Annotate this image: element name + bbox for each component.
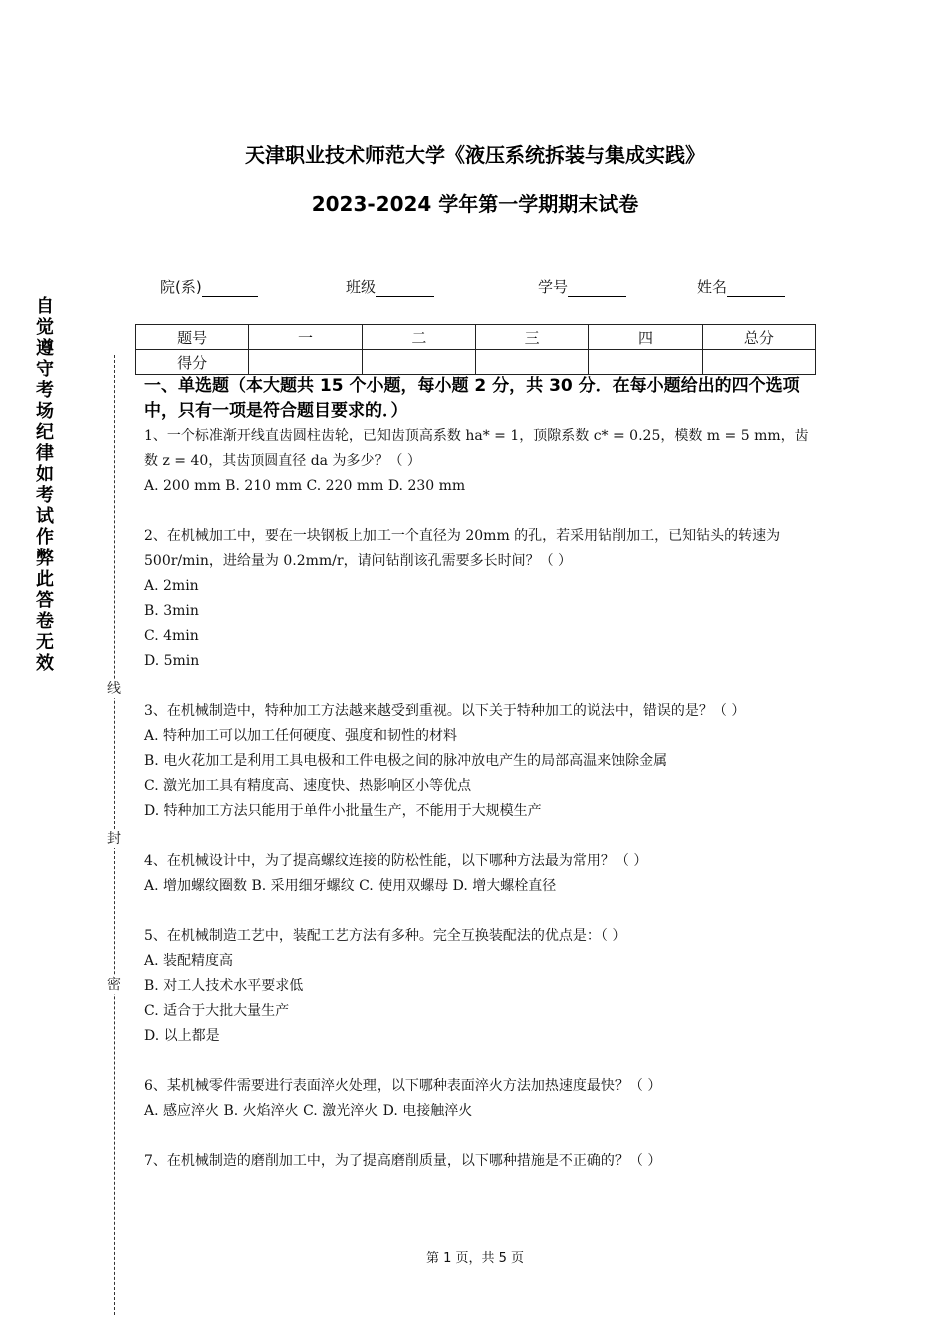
question-5: [144, 924, 820, 1049]
question-option: D. 以上都是: [144, 1028, 220, 1044]
dept-blank: [202, 280, 258, 297]
dept-label: 院(系): [160, 278, 202, 296]
question-option: B. 3min: [144, 603, 199, 619]
question-option: C. 激光加工具有精度高、速度快、热影响区小等优点: [144, 778, 472, 794]
score-table-score-row: [136, 350, 816, 375]
question-stem: 7、在机械制造的磨削加工中，为了提高磨削质量，以下哪种措施是不正确的？（ ）: [144, 1153, 662, 1169]
name-field: [697, 276, 785, 297]
question-stem: 3、在机械制造中，特种加工方法越来越受到重视。以下关于特种加工的说法中，错误的是？（ ）: [144, 703, 746, 719]
question-option: C. 适合于大批大量生产: [144, 1003, 290, 1019]
question-option: C. 4min: [144, 628, 199, 644]
question-option: A. 特种加工可以加工任何硬度、强度和韧性的材料: [144, 728, 458, 744]
header-cell: 二: [362, 325, 475, 350]
header-cell: 三: [475, 325, 588, 350]
name-blank: [727, 280, 785, 297]
class-blank: [376, 280, 434, 297]
question-4: [144, 849, 820, 899]
name-label: 姓名: [697, 278, 728, 296]
question-7: [144, 1149, 820, 1174]
student-info-row: [160, 276, 800, 300]
question-option: D. 特种加工方法只能用于单件小批量生产，不能用于大规模生产: [144, 803, 542, 819]
question-2: [144, 524, 820, 674]
question-stem: 1、一个标准渐开线直齿圆柱齿轮，已知齿顶高系数 ha* = 1，顶隙系数 c* = 0.25，模数 m = 5 mm，齿数 z = 40，其齿顶圆直径 da 为多少？（ ）: [144, 428, 809, 469]
question-option: A. 感应淬火 B. 火焰淬火 C. 激光淬火 D. 电接触淬火: [144, 1103, 473, 1119]
question-option: D. 5min: [144, 653, 200, 669]
student-id-label: 学号: [538, 278, 569, 296]
question-stem: 6、某机械零件需要进行表面淬火处理，以下哪种表面淬火方法加热速度最快？（ ）: [144, 1078, 662, 1094]
section-heading: 一、单选题（本大题共 15 个小题，每小题 2 分，共 30 分．在每小题给出的四个选项中，只有一项是符合题目要求的．）: [144, 376, 800, 421]
header-cell: 四: [589, 325, 702, 350]
exam-title: 天津职业技术师范大学《液压系统拆装与集成实践》: [245, 143, 705, 167]
binding-mark-xian: 线: [107, 681, 121, 697]
question-option: B. 对工人技术水平要求低: [144, 978, 304, 994]
question-1: [144, 424, 820, 499]
score-table: [135, 324, 816, 375]
dept-field: [160, 276, 258, 297]
header-cell: 总分: [702, 325, 815, 350]
question-stem: 4、在机械设计中，为了提高螺纹连接的防松性能，以下哪种方法最为常用？（ ）: [144, 853, 648, 869]
score-cell: [249, 350, 362, 375]
question-option: A. 增加螺纹圈数 B. 采用细牙螺纹 C. 使用双螺母 D. 增大螺栓直径: [144, 878, 557, 894]
question-option: A. 2min: [144, 578, 199, 594]
class-label: 班级: [346, 278, 377, 296]
exam-subtitle: 2023-2024 学年第一学期期末试卷: [311, 192, 639, 216]
score-cell: [475, 350, 588, 375]
question-option: B. 电火花加工是利用工具电极和工件电极之间的脉冲放电产生的局部高温来蚀除金属: [144, 753, 668, 769]
class-field: [346, 276, 434, 297]
student-id-field: [538, 276, 626, 297]
score-cell: [589, 350, 702, 375]
binding-mark-feng: 封: [107, 831, 121, 847]
question-option: A. 装配精度高: [144, 953, 234, 969]
binding-mark-mi: 密: [107, 977, 121, 993]
question-stem: 5、在机械制造工艺中，装配工艺方法有多种。完全互换装配法的优点是：（ ）: [144, 928, 627, 944]
score-row-label: 得分: [136, 350, 249, 375]
score-cell: [362, 350, 475, 375]
student-id-blank: [568, 280, 626, 297]
question-6: [144, 1074, 820, 1124]
exam-discipline-notice: 自觉遵守考场纪律如考试作弊此答卷无效: [36, 296, 54, 674]
header-cell: 题号: [136, 325, 249, 350]
question-option: A. 200 mm B. 210 mm C. 220 mm D. 230 mm: [144, 478, 466, 494]
question-stem: 2、在机械加工中，要在一块钢板上加工一个直径为 20mm 的孔，若采用钻削加工，已知钻头的转速为 500r/min，进给量为 0.2mm/r，请问钻削该孔需要多长时间？（ ）: [144, 528, 781, 569]
score-cell: [702, 350, 815, 375]
page-footer: 第 1 页，共 5 页: [425, 1251, 525, 1266]
question-3: [144, 699, 820, 824]
header-cell: 一: [249, 325, 362, 350]
score-table-header-row: [136, 325, 816, 350]
exam-content: [144, 374, 820, 1199]
